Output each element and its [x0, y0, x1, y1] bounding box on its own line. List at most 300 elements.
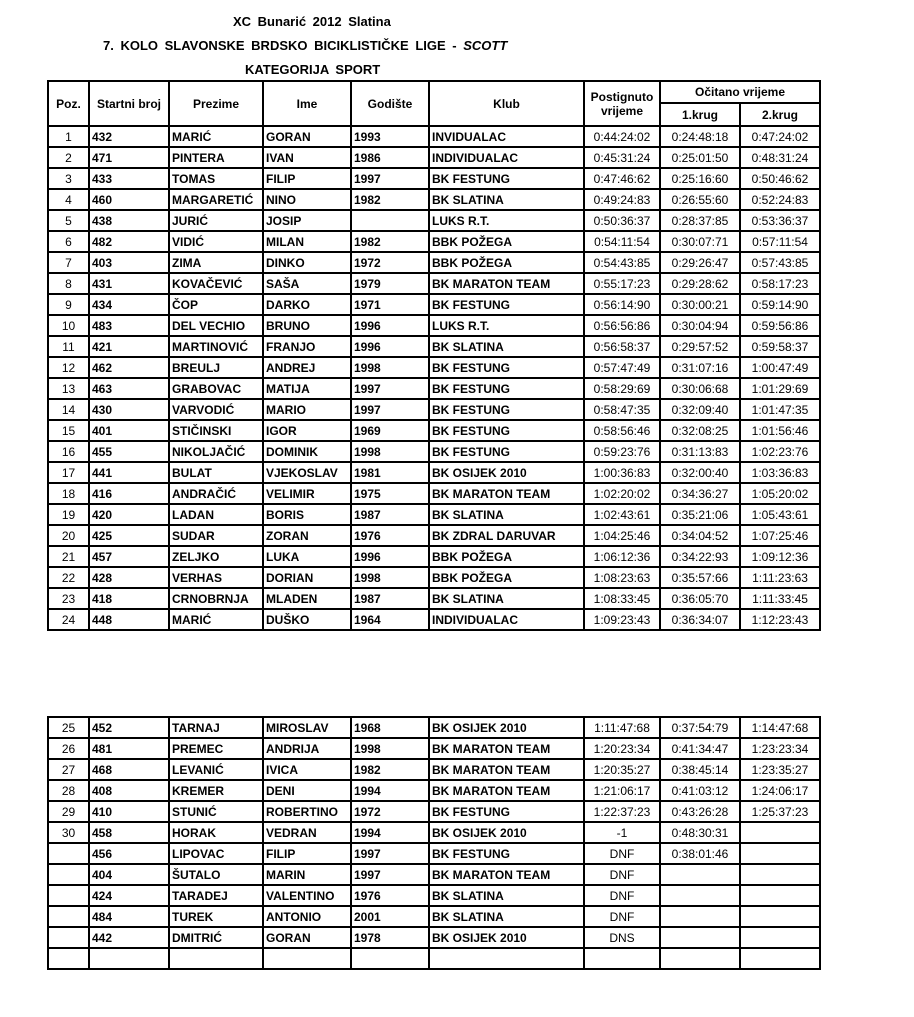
cell-krug1: 0:31:07:16 — [660, 357, 740, 378]
cell-krug1: 0:36:34:07 — [660, 609, 740, 630]
cell-poz: 5 — [48, 210, 89, 231]
cell-startni-broj: 432 — [89, 126, 169, 147]
table-row — [48, 210, 820, 231]
cell-postignuto-vrijeme: 1:11:47:68 — [584, 717, 660, 738]
cell-ime: ZORAN — [263, 525, 351, 546]
table-row — [48, 441, 820, 462]
cell-ime: IGOR — [263, 420, 351, 441]
cell-prezime: ZELJKO — [169, 546, 263, 567]
cell-postignuto-vrijeme: 0:56:58:37 — [584, 336, 660, 357]
cell-prezime: HORAK — [169, 822, 263, 843]
cell-krug1 — [660, 864, 740, 885]
cell-klub: BK SLATINA — [429, 336, 584, 357]
cell-krug2: 1:24:06:17 — [740, 780, 820, 801]
cell-godiste: 1987 — [351, 504, 429, 525]
cell-postignuto-vrijeme: 1:20:23:34 — [584, 738, 660, 759]
table-row — [48, 546, 820, 567]
cell-prezime: TARADEJ — [169, 885, 263, 906]
table-row — [48, 717, 820, 738]
table-row — [48, 168, 820, 189]
cell-startni-broj: 457 — [89, 546, 169, 567]
cell-klub: BK FESTUNG — [429, 294, 584, 315]
cell-ime: ANDRIJA — [263, 738, 351, 759]
cell-klub: BK OSIJEK 2010 — [429, 927, 584, 948]
cell-godiste: 1997 — [351, 843, 429, 864]
cell-poz — [48, 885, 89, 906]
cell-poz: 2 — [48, 147, 89, 168]
cell-prezime: LIPOVAC — [169, 843, 263, 864]
cell-krug2: 1:14:47:68 — [740, 717, 820, 738]
cell-krug2: 1:03:36:83 — [740, 462, 820, 483]
cell-postignuto-vrijeme: 0:47:46:62 — [584, 168, 660, 189]
cell-poz: 23 — [48, 588, 89, 609]
cell-ime: FILIP — [263, 168, 351, 189]
cell-poz: 4 — [48, 189, 89, 210]
cell-startni-broj: 433 — [89, 168, 169, 189]
cell-postignuto-vrijeme: 1:04:25:46 — [584, 525, 660, 546]
cell-postignuto-vrijeme: 0:44:24:02 — [584, 126, 660, 147]
table-row — [48, 780, 820, 801]
col-header-ime: Ime — [263, 81, 351, 126]
cell-godiste: 1986 — [351, 147, 429, 168]
cell-klub: BK SLATINA — [429, 885, 584, 906]
cell-klub: BK FESTUNG — [429, 357, 584, 378]
cell-klub: LUKS R.T. — [429, 315, 584, 336]
cell-postignuto-vrijeme: 0:56:56:86 — [584, 315, 660, 336]
table-row — [48, 609, 820, 630]
cell-klub: INDIVIDUALAC — [429, 147, 584, 168]
cell-poz: 29 — [48, 801, 89, 822]
cell-postignuto-vrijeme: 1:09:23:43 — [584, 609, 660, 630]
cell-startni-broj: 458 — [89, 822, 169, 843]
cell-krug2: 1:23:35:27 — [740, 759, 820, 780]
cell-startni-broj: 441 — [89, 462, 169, 483]
cell-ime — [263, 948, 351, 969]
cell-ime: NINO — [263, 189, 351, 210]
cell-krug1: 0:30:07:71 — [660, 231, 740, 252]
table-row — [48, 315, 820, 336]
event-title: XC Bunarić 2012 Slatina — [233, 14, 391, 29]
results-table-2 — [47, 716, 821, 970]
cell-poz — [48, 864, 89, 885]
cell-godiste: 1998 — [351, 567, 429, 588]
cell-krug2 — [740, 822, 820, 843]
cell-prezime: CRNOBRNJA — [169, 588, 263, 609]
cell-klub: BK OSIJEK 2010 — [429, 462, 584, 483]
table-row — [48, 801, 820, 822]
cell-godiste: 1976 — [351, 885, 429, 906]
cell-prezime: ZIMA — [169, 252, 263, 273]
cell-prezime: TUREK — [169, 906, 263, 927]
cell-krug1: 0:38:45:14 — [660, 759, 740, 780]
cell-poz: 26 — [48, 738, 89, 759]
cell-poz: 9 — [48, 294, 89, 315]
cell-krug1 — [660, 885, 740, 906]
cell-prezime: TOMAS — [169, 168, 263, 189]
cell-ime: BORIS — [263, 504, 351, 525]
cell-poz: 11 — [48, 336, 89, 357]
table-row — [48, 399, 820, 420]
cell-godiste: 1972 — [351, 252, 429, 273]
cell-poz: 3 — [48, 168, 89, 189]
cell-krug1: 0:35:21:06 — [660, 504, 740, 525]
postignuto-line2: vrijeme — [600, 103, 644, 118]
col-header-postignuto-vrijeme — [584, 81, 660, 126]
cell-krug2: 0:59:56:86 — [740, 315, 820, 336]
cell-prezime: VERHAS — [169, 567, 263, 588]
cell-krug1: 0:38:01:46 — [660, 843, 740, 864]
cell-startni-broj: 483 — [89, 315, 169, 336]
table-row — [48, 357, 820, 378]
cell-poz: 10 — [48, 315, 89, 336]
cell-startni-broj: 438 — [89, 210, 169, 231]
cell-prezime: ČOP — [169, 294, 263, 315]
cell-postignuto-vrijeme: 1:22:37:23 — [584, 801, 660, 822]
col-header-poz: Poz. — [48, 81, 89, 126]
cell-postignuto-vrijeme — [584, 948, 660, 969]
cell-godiste: 1968 — [351, 717, 429, 738]
cell-ime: SAŠA — [263, 273, 351, 294]
cell-prezime: STUNIĆ — [169, 801, 263, 822]
cell-klub: BK FESTUNG — [429, 441, 584, 462]
cell-poz: 17 — [48, 462, 89, 483]
cell-prezime: LEVANIĆ — [169, 759, 263, 780]
cell-ime: DORIAN — [263, 567, 351, 588]
cell-krug1: 0:26:55:60 — [660, 189, 740, 210]
cell-poz: 28 — [48, 780, 89, 801]
cell-ime: MARIO — [263, 399, 351, 420]
cell-krug2: 1:02:23:76 — [740, 441, 820, 462]
cell-krug2: 1:25:37:23 — [740, 801, 820, 822]
table-row — [48, 420, 820, 441]
cell-poz: 25 — [48, 717, 89, 738]
table-row — [48, 189, 820, 210]
results-body-1 — [48, 126, 820, 630]
cell-poz: 6 — [48, 231, 89, 252]
cell-prezime: DEL VECHIO — [169, 315, 263, 336]
cell-postignuto-vrijeme: 1:08:23:63 — [584, 567, 660, 588]
cell-klub: BBK POŽEGA — [429, 231, 584, 252]
cell-startni-broj: 452 — [89, 717, 169, 738]
cell-startni-broj: 431 — [89, 273, 169, 294]
cell-ime: DINKO — [263, 252, 351, 273]
cell-krug2: 1:05:20:02 — [740, 483, 820, 504]
cell-godiste: 1993 — [351, 126, 429, 147]
cell-poz — [48, 843, 89, 864]
cell-postignuto-vrijeme: 1:00:36:83 — [584, 462, 660, 483]
table-row — [48, 567, 820, 588]
cell-godiste: 1997 — [351, 399, 429, 420]
table-row — [48, 294, 820, 315]
cell-ime: MARIN — [263, 864, 351, 885]
cell-poz: 27 — [48, 759, 89, 780]
cell-poz: 7 — [48, 252, 89, 273]
cell-prezime: BREULJ — [169, 357, 263, 378]
results-table-1 — [47, 80, 821, 631]
cell-krug2: 1:07:25:46 — [740, 525, 820, 546]
cell-godiste: 1964 — [351, 609, 429, 630]
cell-godiste: 1975 — [351, 483, 429, 504]
cell-ime: GORAN — [263, 927, 351, 948]
cell-krug2: 1:01:56:46 — [740, 420, 820, 441]
cell-ime: LUKA — [263, 546, 351, 567]
cell-poz — [48, 906, 89, 927]
cell-startni-broj: 448 — [89, 609, 169, 630]
cell-klub: BBK POŽEGA — [429, 252, 584, 273]
table-row — [48, 864, 820, 885]
cell-prezime: PREMEC — [169, 738, 263, 759]
cell-prezime: KREMER — [169, 780, 263, 801]
col-header-godiste: Godište — [351, 81, 429, 126]
cell-startni-broj: 418 — [89, 588, 169, 609]
cell-krug1: 0:32:00:40 — [660, 462, 740, 483]
cell-postignuto-vrijeme: 1:21:06:17 — [584, 780, 660, 801]
postignuto-line1: Postignuto — [590, 89, 654, 104]
cell-postignuto-vrijeme: 1:02:43:61 — [584, 504, 660, 525]
cell-ime: MLADEN — [263, 588, 351, 609]
cell-ime: MATIJA — [263, 378, 351, 399]
table-row — [48, 525, 820, 546]
cell-poz: 13 — [48, 378, 89, 399]
cell-startni-broj: 471 — [89, 147, 169, 168]
table-row — [48, 336, 820, 357]
cell-krug1: 0:37:54:79 — [660, 717, 740, 738]
cell-godiste: 1998 — [351, 441, 429, 462]
cell-klub: BK SLATINA — [429, 189, 584, 210]
cell-klub: BK MARATON TEAM — [429, 759, 584, 780]
cell-godiste: 1978 — [351, 927, 429, 948]
cell-klub: BK FESTUNG — [429, 801, 584, 822]
cell-postignuto-vrijeme: 0:49:24:83 — [584, 189, 660, 210]
cell-klub: BK SLATINA — [429, 588, 584, 609]
cell-postignuto-vrijeme: 0:50:36:37 — [584, 210, 660, 231]
cell-godiste: 1972 — [351, 801, 429, 822]
cell-godiste: 1998 — [351, 357, 429, 378]
cell-startni-broj — [89, 948, 169, 969]
cell-startni-broj: 404 — [89, 864, 169, 885]
cell-ime: GORAN — [263, 126, 351, 147]
cell-klub: BK FESTUNG — [429, 378, 584, 399]
table-row — [48, 147, 820, 168]
cell-krug2: 0:48:31:24 — [740, 147, 820, 168]
cell-krug1: 0:43:26:28 — [660, 801, 740, 822]
table-row — [48, 885, 820, 906]
cell-startni-broj: 482 — [89, 231, 169, 252]
cell-ime: FRANJO — [263, 336, 351, 357]
cell-krug2: 1:00:47:49 — [740, 357, 820, 378]
cell-krug1: 0:32:08:25 — [660, 420, 740, 441]
cell-startni-broj: 424 — [89, 885, 169, 906]
cell-ime: ANTONIO — [263, 906, 351, 927]
cell-startni-broj: 403 — [89, 252, 169, 273]
cell-klub: BK MARATON TEAM — [429, 864, 584, 885]
cell-krug1: 0:24:48:18 — [660, 126, 740, 147]
cell-prezime: GRABOVAC — [169, 378, 263, 399]
cell-krug1: 0:34:22:93 — [660, 546, 740, 567]
cell-krug2 — [740, 843, 820, 864]
cell-ime: BRUNO — [263, 315, 351, 336]
cell-postignuto-vrijeme: 1:02:20:02 — [584, 483, 660, 504]
cell-postignuto-vrijeme: 0:58:47:35 — [584, 399, 660, 420]
cell-godiste: 1982 — [351, 189, 429, 210]
cell-krug2: 1:11:23:63 — [740, 567, 820, 588]
cell-krug2: 0:57:43:85 — [740, 252, 820, 273]
cell-poz: 24 — [48, 609, 89, 630]
cell-postignuto-vrijeme: DNF — [584, 885, 660, 906]
cell-krug2: 0:50:46:62 — [740, 168, 820, 189]
cell-startni-broj: 401 — [89, 420, 169, 441]
cell-prezime — [169, 948, 263, 969]
cell-klub: BK FESTUNG — [429, 168, 584, 189]
cell-godiste: 1982 — [351, 231, 429, 252]
cell-godiste: 1976 — [351, 525, 429, 546]
table-row — [48, 483, 820, 504]
table-row — [48, 822, 820, 843]
cell-poz: 30 — [48, 822, 89, 843]
cell-postignuto-vrijeme: DNF — [584, 843, 660, 864]
col-header-krug1: 1.krug — [660, 103, 740, 126]
cell-klub: BK FESTUNG — [429, 399, 584, 420]
table-row — [48, 843, 820, 864]
cell-krug1: 0:25:01:50 — [660, 147, 740, 168]
cell-poz: 14 — [48, 399, 89, 420]
cell-krug1: 0:30:06:68 — [660, 378, 740, 399]
cell-krug2 — [740, 864, 820, 885]
cell-postignuto-vrijeme: 1:20:35:27 — [584, 759, 660, 780]
cell-ime: VEDRAN — [263, 822, 351, 843]
cell-prezime: TARNAJ — [169, 717, 263, 738]
cell-godiste: 1996 — [351, 315, 429, 336]
league-title — [103, 38, 507, 53]
cell-prezime: ŠUTALO — [169, 864, 263, 885]
cell-poz: 8 — [48, 273, 89, 294]
cell-ime: FILIP — [263, 843, 351, 864]
cell-klub: BK FESTUNG — [429, 420, 584, 441]
cell-krug2: 1:05:43:61 — [740, 504, 820, 525]
cell-postignuto-vrijeme: DNF — [584, 906, 660, 927]
cell-poz: 12 — [48, 357, 89, 378]
cell-klub: BK MARATON TEAM — [429, 780, 584, 801]
cell-krug2: 0:52:24:83 — [740, 189, 820, 210]
cell-postignuto-vrijeme: 0:58:56:46 — [584, 420, 660, 441]
cell-postignuto-vrijeme: 0:55:17:23 — [584, 273, 660, 294]
cell-startni-broj: 484 — [89, 906, 169, 927]
cell-krug2: 1:01:29:69 — [740, 378, 820, 399]
cell-krug1: 0:36:05:70 — [660, 588, 740, 609]
cell-krug1: 0:48:30:31 — [660, 822, 740, 843]
cell-ime: IVICA — [263, 759, 351, 780]
cell-krug1: 0:25:16:60 — [660, 168, 740, 189]
cell-klub: BK FESTUNG — [429, 843, 584, 864]
cell-klub: BK OSIJEK 2010 — [429, 717, 584, 738]
cell-godiste: 1997 — [351, 378, 429, 399]
cell-prezime: VARVODIĆ — [169, 399, 263, 420]
cell-startni-broj: 481 — [89, 738, 169, 759]
cell-klub: BK MARATON TEAM — [429, 483, 584, 504]
col-header-ocitano-vrijeme: Očitano vrijeme — [660, 81, 820, 103]
cell-prezime: VIDIĆ — [169, 231, 263, 252]
cell-klub: BBK POŽEGA — [429, 567, 584, 588]
table-row — [48, 273, 820, 294]
cell-startni-broj: 428 — [89, 567, 169, 588]
cell-klub: LUKS R.T. — [429, 210, 584, 231]
cell-krug1 — [660, 906, 740, 927]
cell-startni-broj: 456 — [89, 843, 169, 864]
cell-startni-broj: 425 — [89, 525, 169, 546]
cell-startni-broj: 462 — [89, 357, 169, 378]
cell-krug1: 0:34:04:52 — [660, 525, 740, 546]
cell-krug1: 0:41:03:12 — [660, 780, 740, 801]
cell-poz — [48, 927, 89, 948]
cell-prezime: KOVAČEVIĆ — [169, 273, 263, 294]
cell-poz: 15 — [48, 420, 89, 441]
col-header-krug2: 2.krug — [740, 103, 820, 126]
cell-prezime: ANDRAČIĆ — [169, 483, 263, 504]
cell-krug2 — [740, 948, 820, 969]
cell-godiste: 2001 — [351, 906, 429, 927]
cell-poz: 16 — [48, 441, 89, 462]
col-header-startni-broj: Startni broj — [89, 81, 169, 126]
cell-klub — [429, 948, 584, 969]
category-title: KATEGORIJA SPORT — [245, 62, 381, 77]
cell-krug1 — [660, 927, 740, 948]
table-row — [48, 504, 820, 525]
cell-godiste: 1982 — [351, 759, 429, 780]
cell-prezime: MARGARETIĆ — [169, 189, 263, 210]
cell-postignuto-vrijeme: 1:08:33:45 — [584, 588, 660, 609]
cell-prezime: MARIĆ — [169, 609, 263, 630]
cell-postignuto-vrijeme: 0:54:11:54 — [584, 231, 660, 252]
cell-startni-broj: 468 — [89, 759, 169, 780]
cell-klub: BK MARATON TEAM — [429, 273, 584, 294]
cell-ime: MILAN — [263, 231, 351, 252]
cell-poz: 21 — [48, 546, 89, 567]
cell-krug1: 0:41:34:47 — [660, 738, 740, 759]
cell-poz: 22 — [48, 567, 89, 588]
cell-godiste: 1969 — [351, 420, 429, 441]
cell-godiste: 1996 — [351, 546, 429, 567]
cell-startni-broj: 463 — [89, 378, 169, 399]
cell-ime: JOSIP — [263, 210, 351, 231]
cell-krug2: 1:09:12:36 — [740, 546, 820, 567]
table-row — [48, 927, 820, 948]
cell-godiste: 1998 — [351, 738, 429, 759]
table-row — [48, 378, 820, 399]
col-header-prezime: Prezime — [169, 81, 263, 126]
results-body-2 — [48, 717, 820, 969]
cell-ime: DUŠKO — [263, 609, 351, 630]
cell-klub: BK SLATINA — [429, 504, 584, 525]
cell-postignuto-vrijeme: 1:06:12:36 — [584, 546, 660, 567]
col-header-klub: Klub — [429, 81, 584, 126]
cell-ime: DOMINIK — [263, 441, 351, 462]
cell-postignuto-vrijeme: 0:59:23:76 — [584, 441, 660, 462]
table-row — [48, 462, 820, 483]
table-row — [48, 948, 820, 969]
cell-startni-broj: 416 — [89, 483, 169, 504]
cell-krug2: 1:23:23:34 — [740, 738, 820, 759]
cell-krug2: 0:59:58:37 — [740, 336, 820, 357]
cell-krug2 — [740, 885, 820, 906]
cell-ime: VALENTINO — [263, 885, 351, 906]
cell-krug1: 0:29:57:52 — [660, 336, 740, 357]
table-row — [48, 588, 820, 609]
cell-prezime: DMITRIĆ — [169, 927, 263, 948]
cell-ime: IVAN — [263, 147, 351, 168]
cell-postignuto-vrijeme: 0:45:31:24 — [584, 147, 660, 168]
cell-startni-broj: 430 — [89, 399, 169, 420]
table-row — [48, 906, 820, 927]
